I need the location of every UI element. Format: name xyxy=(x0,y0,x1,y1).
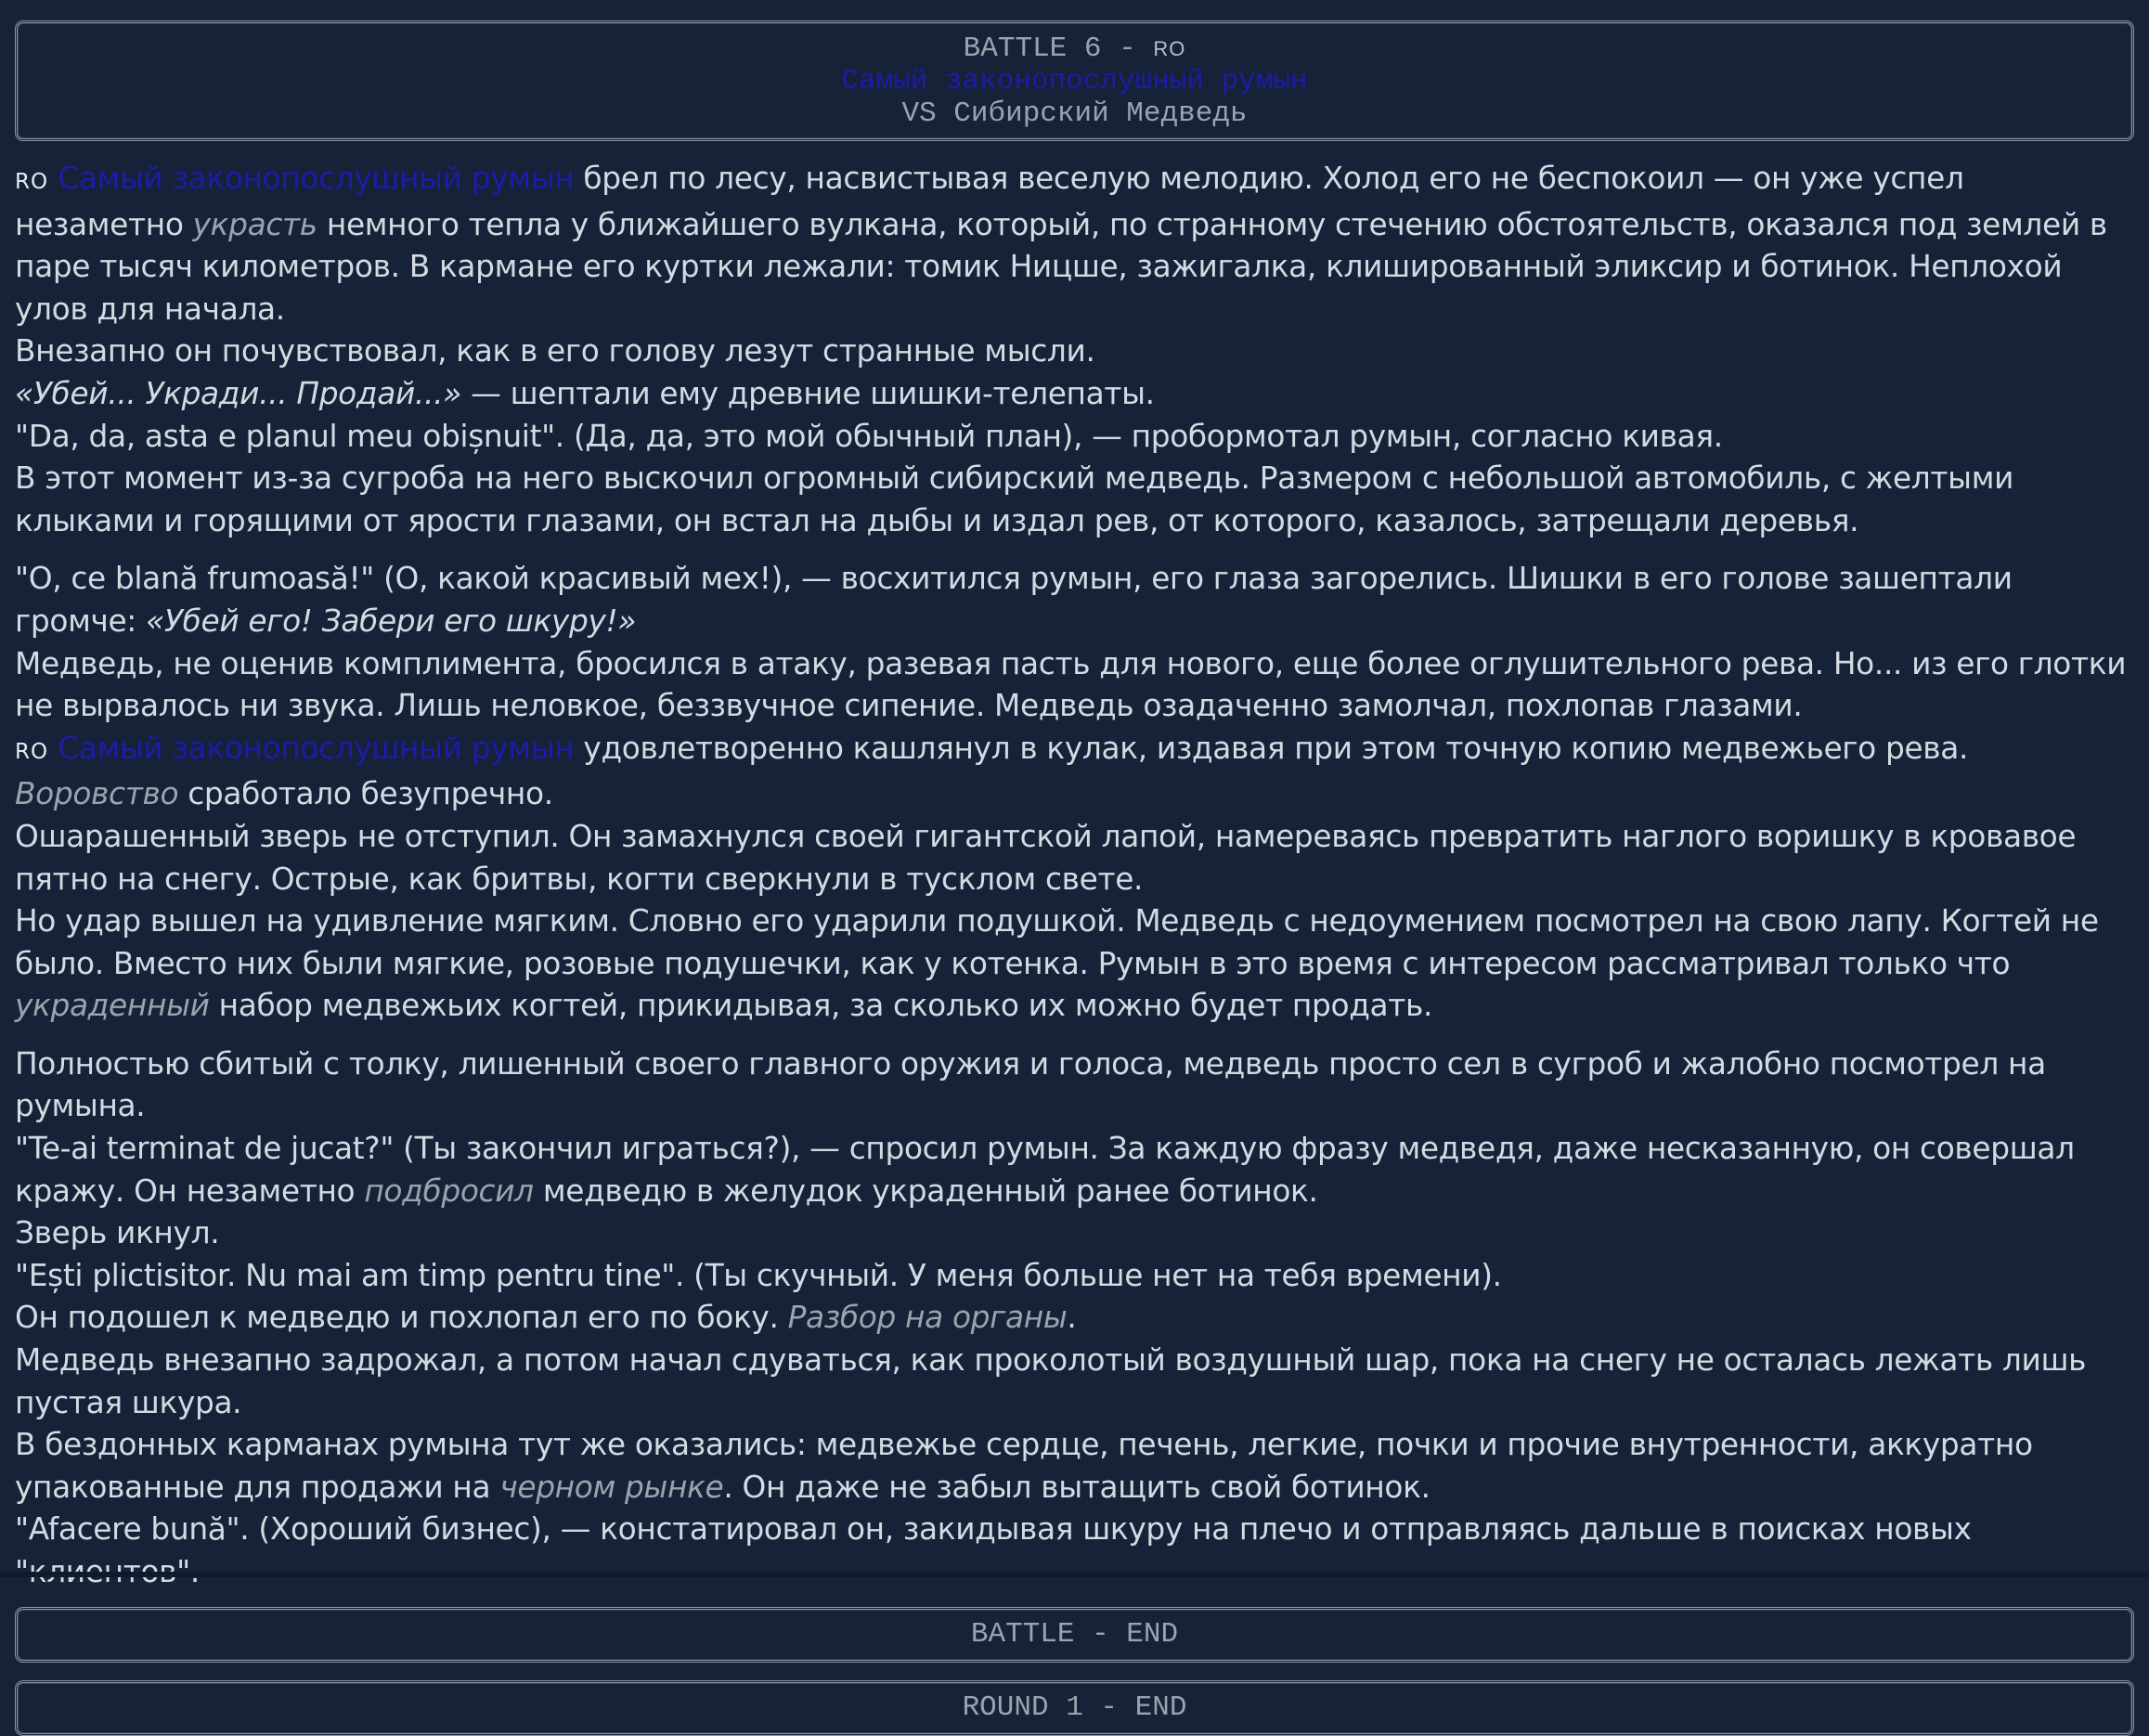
battle-title-line xyxy=(18,32,2131,65)
story-text: медведю в желудок украденный ранее ботинок. xyxy=(533,1172,1318,1209)
action-word: Воровство xyxy=(15,776,179,812)
round-end-banner: ROUND 1 - END xyxy=(15,1680,2134,1736)
story-paragraph: "Afacere bună". (Хороший бизнес), — констатировал он, закидывая шкуру на плечо и отправляясь дальше в поисках новых xyxy=(15,1511,1972,1548)
country-tag: RO xyxy=(1153,37,1186,60)
story-paragraph xyxy=(15,728,2134,816)
story-paragraph: Полностью сбитый с толку, лишенный своего главного оружия и голоса, медведь просто сел в сугроб и жалобно посмотрел на румына. xyxy=(15,1045,2046,1124)
story-text: . Он даже не забыл вытащить свой ботинок. xyxy=(723,1469,1431,1505)
fighter-a-name: Самый законопослушный румын xyxy=(841,65,1308,97)
story-paragraph: "Ești plictisitor. Nu mai am timp pentru tine". (Ты скучный. У меня больше нет на тебя времени). xyxy=(15,1257,1502,1293)
story-paragraph: Медведь внезапно задрожал, а потом начал сдуваться, как проколотый воздушный шар, пока на снегу не осталась лежать лишь пустая шкура. xyxy=(15,1342,2087,1420)
fighter-name: Самый законопослушный румын xyxy=(58,730,575,766)
story-paragraph xyxy=(15,558,2134,642)
action-word: украсть xyxy=(192,206,317,242)
action-word: Разбор на органы xyxy=(787,1300,1068,1336)
story-paragraph: Внезапно он почувствовал, как в его голову лезут странные мысли. xyxy=(15,333,1095,369)
bottom-edge xyxy=(0,1572,2149,1577)
story-paragraph xyxy=(15,900,2134,1028)
fighter-name: Самый законопослушный румын xyxy=(58,161,575,196)
story-paragraph xyxy=(15,158,2134,330)
battle-title: BATTLE 6 - xyxy=(963,32,1154,65)
story-paragraph xyxy=(15,1424,2134,1509)
story-paragraph xyxy=(15,1297,2134,1340)
whisper-quote: «Убей... Укради... Продай...» xyxy=(15,375,462,411)
story-text: "O, ce blană frumoasă!" (О, какой красивый мех!), — восхитился румын, его глаза загорелись. Шишки в его голове зашептали громче: xyxy=(15,561,2013,639)
story-paragraph: В этот момент из-за сугроба на него выскочил огромный сибирский медведь. Размером с небольшой автомобиль, с желтыми клыками и горящими от ярости глазами, он встал на дыбы и издал рев, от которого, казалось, затрещали деревья. xyxy=(15,460,2014,538)
country-tag: RO xyxy=(15,739,49,764)
battle-story xyxy=(15,158,2134,1594)
story-paragraph xyxy=(15,1128,2134,1212)
story-text: брел по лесу, насвистывая веселую мелодию. Холод его не беспокоил — он уже успел незаметно xyxy=(15,161,1964,242)
action-word: черном рынке xyxy=(499,1469,724,1505)
story-text: Но удар вышел на удивление мягким. Словно его ударили подушкой. Медведь с недоумением посмотрел на свою лапу. Когтей не было. Вместо них были мягкие, розовые подушечки, как у котенка. Румын в это время с интересом рассматривал только что xyxy=(15,903,2099,981)
battle-end-banner: BATTLE - END xyxy=(15,1607,2134,1663)
story-text: . xyxy=(1067,1300,1077,1336)
story-text: В бездонных карманах румына тут же оказались: медвежье сердце, печень, легкие, почки и прочие внутренности, аккуратно упакованные для продажи на xyxy=(15,1427,2033,1505)
opponent-line: VS Сибирский Медведь xyxy=(901,97,1248,130)
story-text: Он подошел к медведю и похлопал его по боку. xyxy=(15,1300,788,1336)
story-text: немного тепла у ближайшего вулкана, который, по странному стечению обстоятельств, оказался под землей в паре тысяч километров. В кармане его куртки лежали: томик Ницше, зажигалка, клишированный эликсир и ботинок. Неплохой улов для начала. xyxy=(15,206,2107,327)
country-tag: RO xyxy=(15,170,49,194)
whisper-quote: «Убей его! Забери его шкуру!» xyxy=(146,602,637,639)
action-word: подбросил xyxy=(364,1172,534,1209)
battle-header xyxy=(15,20,2134,141)
story-paragraph: Медведь, не оценив комплимента, бросился в атаку, разевая пасть для нового, еще более оглушительного рева. Но... из его глотки не вырвалось ни звука. Лишь неловкое, беззвучное сипение. Медведь озадаченно замолчал, похлопав глазами. xyxy=(15,645,2127,724)
story-text: набор медвежьих когтей, прикидывая, за сколько их можно будет продать. xyxy=(209,988,1433,1024)
story-paragraph: "Da, da, asta e planul meu obișnuit". (Да, да, это мой обычный план), — пробормотал румын, согласно кивая. xyxy=(15,418,1723,454)
story-text: — шептали ему древние шишки-телепаты. xyxy=(461,375,1155,411)
story-paragraph: Ошарашенный зверь не отступил. Он замахнулся своей гигантской лапой, намереваясь превратить наглого воришку в кровавое пятно на снегу. Острые, как бритвы, когти сверкнули в тусклом свете. xyxy=(15,818,2077,897)
action-word: украденный xyxy=(15,988,210,1024)
story-paragraph xyxy=(15,373,2134,416)
battle-log xyxy=(15,20,2134,1736)
story-paragraph: Зверь икнул. xyxy=(15,1215,220,1251)
story-text: удовлетворенно кашлянул в кулак, издавая при этом точную копию медвежьего рева. xyxy=(574,730,1969,766)
story-text: сработало безупречно. xyxy=(178,776,553,812)
story-text: "Te-ai terminat de jucat?" (Ты закончил играться?), — спросил румын. За каждую фразу медведя, даже несказанную, он совершал кражу. Он незаметно xyxy=(15,1131,2075,1209)
